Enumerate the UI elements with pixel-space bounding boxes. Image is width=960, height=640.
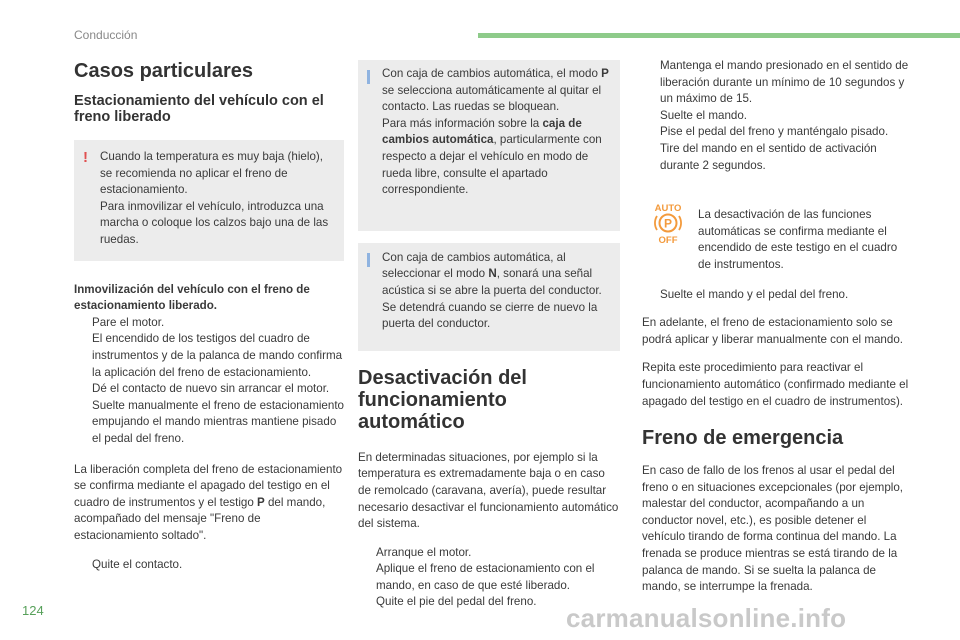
page-title: Casos particulares: [74, 60, 253, 82]
column-middle: [358, 60, 620, 611]
list-item-text: Suelte el mando.: [660, 108, 748, 122]
release-text: del mando, acompañado del mensaje "Freno de estacionamiento soltado".: [74, 495, 326, 542]
bullet-icon: [642, 287, 660, 304]
list-item-text: Arranque el motor.: [376, 545, 472, 559]
info-text: Para más información sobre la caja de cambios automática, particularmente con respecto a dejar el vehículo en modo de rueda libre, consulte el apartado correspondiente.: [382, 116, 602, 197]
paragraph: Repita este procedimiento para reactivar el funcionamiento automático (confirmado mediante el apagado del testigo en el cuadro de instrumentos).: [642, 361, 909, 408]
warning-box: [74, 140, 344, 261]
warning-icon: !: [83, 149, 88, 166]
info-box: [358, 60, 620, 231]
steps-list: [74, 315, 344, 448]
list-item: [74, 331, 344, 381]
paragraph: En adelante, el freno de estacionamiento solo se podrá aplicar y liberar manualmente con el mando.: [642, 316, 904, 346]
auto-label: AUTO: [654, 203, 682, 214]
info-icon: [367, 70, 370, 84]
immobilization-heading: Inmovilización del vehículo con el freno de estacionamiento liberado.: [74, 282, 310, 313]
bullet-icon: [74, 398, 92, 448]
list-item: [642, 108, 912, 125]
list-item: [74, 381, 344, 398]
list-item-text: Dé el contacto de nuevo sin arrancar el motor.: [92, 382, 330, 396]
bullet-icon: [358, 545, 376, 562]
list-item: [642, 287, 912, 304]
list-item-text: El encendido de los testigos del cuadro de instrumentos y de la palanca de mando confirma la aplicación del freno de estacionamiento.: [92, 332, 343, 379]
p-label: P: [663, 216, 673, 231]
list-item-text: Mantenga el mando presionado en el sentido de liberación durante un mínimo de 10 segundos y un máximo de 15.: [660, 59, 909, 106]
column-left: [74, 60, 344, 574]
bullet-icon: [74, 315, 92, 332]
list-item: [642, 58, 912, 108]
emergency-text: En caso de fallo de los frenos al usar el pedal del freno o en situaciones excepcionales (por ejemplo, malestar del conductor, acompañando a un conductor novel, etc.), es posible detener el vehículo tirando de forma continua del mando. La frenada se produce mientras se está tirando de la palanca de mando. Si se suelta la palanca de mando, se interrumpe la frenada.: [642, 464, 904, 594]
list-item: [358, 545, 620, 562]
section-accent-bar: [478, 33, 960, 38]
page-number: 124: [22, 603, 44, 618]
list-item-text: Quite el contacto.: [92, 558, 183, 572]
icon-caption: La desactivación de las funciones automáticas se confirma mediante el encendido de este testigo en el cuadro de instrumentos.: [698, 208, 898, 271]
subsection-title: Estacionamiento del vehículo con el freno liberado: [74, 93, 324, 125]
off-label: OFF: [658, 235, 678, 245]
list-item-text: Tire del mando en el sentido de activación durante 2 segundos.: [660, 141, 877, 172]
steps-list: [642, 58, 912, 174]
watermark: carmanualsonline.info: [566, 603, 847, 633]
release-paragraph: [74, 462, 344, 545]
info-text: Con caja de cambios automática, el modo P se selecciona automáticamente al quitar el contacto. Las ruedas se bloquean.: [382, 67, 609, 114]
list-item: [358, 561, 620, 594]
bullet-icon: [642, 108, 660, 125]
list-item-text: Aplique el freno de estacionamiento con el mando, en caso de que esté liberado.: [376, 562, 595, 592]
bullet-icon: [642, 124, 660, 141]
release-mode-p: P: [257, 495, 265, 509]
section-label: Conducción: [74, 28, 138, 42]
bullet-icon: [74, 557, 92, 574]
info-box: [358, 243, 620, 351]
deactivation-steps: [358, 545, 620, 611]
list-item: [74, 398, 344, 448]
info-text: Con caja de cambios automática, al seleccionar el modo N, sonará una señal acústica si se abre la puerta del conductor. Se detendrá cuando se cierre de nuevo la puerta del conductor.: [382, 250, 602, 331]
warning-text-1: Cuando la temperatura es muy baja (hielo), se recomienda no aplicar el freno de estacionamiento.: [100, 150, 323, 197]
emergency-title: Freno de emergencia: [642, 427, 844, 450]
deactivation-title: Desactivación del funcionamiento automático: [358, 366, 527, 433]
bullet-icon: [642, 58, 660, 108]
list-item-text: Quite el pie del pedal del freno.: [376, 595, 537, 609]
deactivation-text: En determinadas situaciones, por ejemplo si la temperatura es extremadamente baja o en caso de remolcado (caravana, avería), puede resultar necesario desactivar el funcionamiento automático del sistema.: [358, 450, 619, 531]
list-item: [74, 315, 344, 332]
bullet-icon: [358, 594, 376, 611]
list-item-text: Suelte manualmente el freno de estacionamiento empujando el mando mientras mantiene pisado el pedal del freno.: [92, 398, 344, 445]
auto-p-off-icon: [648, 201, 688, 245]
list-item-text: Pise el pedal del freno y manténgalo pisado.: [660, 125, 889, 139]
list-item: [74, 557, 344, 574]
release-text: La liberación completa del freno de estacionamiento se confirma mediante el apagado del testigo en el cuadro de instrumentos y el testigo: [74, 462, 343, 509]
bullet-icon: [74, 331, 92, 381]
list-item: [642, 124, 912, 141]
bullet-icon: [358, 561, 376, 594]
list-item-text: Suelte el mando y el pedal del freno.: [660, 287, 849, 301]
list-item: [642, 141, 912, 174]
column-right: [642, 58, 912, 596]
list-item-text: Pare el motor.: [92, 315, 165, 329]
bullet-icon: [74, 381, 92, 398]
info-icon: [367, 253, 370, 267]
warning-text-2: Para inmovilizar el vehículo, introduzca una marcha o coloque los calzos bajo una de las ruedas.: [100, 199, 329, 246]
bullet-icon: [642, 141, 660, 174]
